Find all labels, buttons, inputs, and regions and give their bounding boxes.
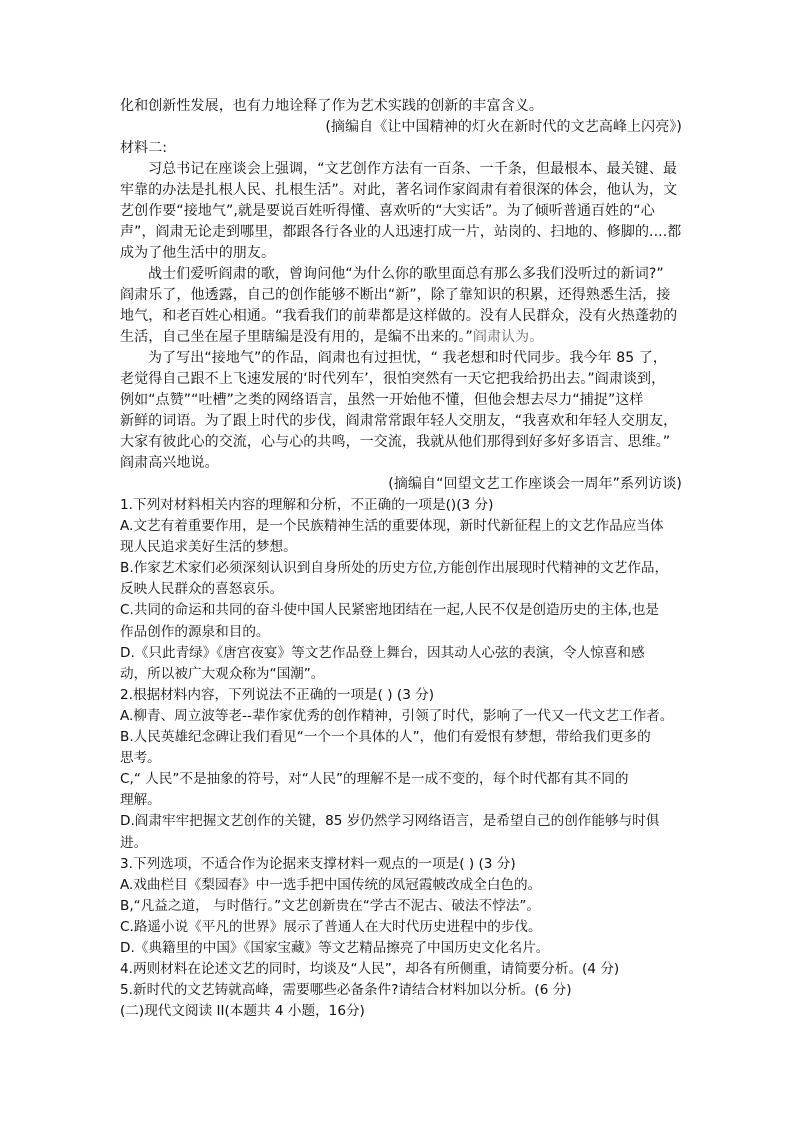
text-line: 新鲜的词语。为了跟上时代的步伐，阎肃常常跟年轻人交朋友，“我喜欢和年轻人交朋友， — [120, 413, 678, 429]
option-line: B,“凡益之道， 与时偕行。”文艺创新贵在“学古不泥古、破法不悖法”。 — [120, 897, 540, 914]
text-segment-gray: 阎肃认为。 — [472, 329, 544, 345]
text-line: 地气，和老百姓心相通。“我看我们的前辈都是这样做的。没有人民群众，没有火热蓬勃的 — [120, 308, 678, 324]
material2-paragraph-2 — [120, 264, 684, 348]
text-line: 阎肃高兴地说。 — [120, 455, 219, 471]
text-line: 战士们爱听阎肃的歌，曾询问他“为什么你的歌里面总有那么多我们没听过的新词?” — [148, 266, 664, 282]
text-line: 老觉得自己跟不上飞速发展的‘时代列车’，很怕突然有一天它把我给扔出去。”阎肃谈到， — [120, 371, 666, 387]
text-line: 化和创新性发展，也有力地诠释了作为艺术实践的创新的丰富含义。 — [120, 98, 543, 114]
text-line: 阎肃乐了，他透露，自己的创作能够不断出“新”，除了靠知识的积累，还得熟悉生活，接 — [120, 287, 671, 303]
option-line: B.人民英雄纪念碑让我们看见“一个一个具体的人”，他们有爱恨有梦想，带给我们更多的 — [120, 729, 651, 746]
text-line: 为了写出“接地气”的作品，阎肃也有过担忧，“ 我老想和时代同步。我今年 85 了， — [148, 350, 668, 366]
option-line: D.《只此青绿》《唐宫夜宴》等文艺作品登上舞台，因其动人心弦的表演，令人惊喜和感 — [120, 644, 645, 661]
text-line: 艺创作要“接地气”,就是要说百姓听得懂、喜欢听的“大实话”。为了倾听普通百姓的“心 — [120, 203, 655, 219]
option-line: A.文艺有着重要作用，是一个民族精神生活的重要体现，新时代新征程上的文艺作品应当体 — [120, 518, 664, 535]
text-line: 牢靠的办法是扎根人民、扎根生活”。对此，著名词作家阎肃有着很深的体会，他认为，文 — [120, 182, 678, 198]
option-line: 思考。 — [120, 750, 161, 767]
text-line: 成为了他生活中的朋友。 — [120, 245, 276, 261]
option-line: D.阎肃牢牢把握文艺创作的关键，85 岁仍然学习网络语言，是希望自己的创作能够与时俱 — [120, 813, 660, 830]
source-citation-2: (摘编自“回望文艺工作座谈会一周年”系列访谈) — [388, 476, 682, 492]
text-line: 例如“点赞”“吐槽”之类的网络语言，虽然一开始他不懂，但他会想去尽力“捕捉”这样 — [120, 392, 644, 408]
option-line: A.戏曲栏目《梨园春》中一选手把中国传统的凤冠霞帔改成全白色的。 — [120, 876, 542, 893]
material2-heading: 材料二: — [120, 140, 168, 156]
text-line: 习总书记在座谈会上强调，“文艺创作方法有一百条、一千条，但最根本、最关键、最 — [148, 161, 678, 177]
option-line: 作品创作的源泉和目的。 — [120, 623, 270, 640]
question-3: 3.下列选项，不适合作为论据来支撑材料一观点的一项是( ) (3 分) — [120, 855, 516, 872]
option-line: D.《典籍里的中国》《国家宝藏》等文艺精品擦亮了中国历史文化名片。 — [120, 939, 550, 956]
text-line: 声”，阎肃无论走到哪里，都跟各行各业的人迅速打成一片，站岗的、扫地的、修脚的....都 — [120, 224, 682, 240]
option-line: B.作家艺术家们必须深刻认识到自身所处的历史方位,方能创作出展现时代精神的文艺作品， — [120, 560, 669, 577]
questions-block — [120, 495, 684, 1022]
question-1: 1.下列对材料相关内容的理解和分析，不正确的一项是()(3 分) — [120, 497, 494, 513]
option-line: 现人民追求美好生活的梦想。 — [120, 539, 297, 556]
text-segment: 生活，自己坐在屋子里瞎编是没有用的，是编不出来的。” — [120, 329, 473, 345]
text-line — [120, 327, 684, 348]
question-5: 5.新时代的文艺铸就高峰，需要哪些必备条件?请结合材料加以分析。(6 分) — [120, 982, 572, 999]
option-line: 反映人民群众的喜怒哀乐。 — [120, 581, 284, 598]
source-citation-1: (摘编自《让中国精神的灯火在新时代的文艺高峰上闪亮》) — [325, 119, 682, 135]
text-line: 大家有彼此心的交流，心与心的共鸣，一交流，我就从他们那得到好多好多语言、思维。” — [120, 434, 671, 450]
option-line: A.柳青、周立波等老--辈作家优秀的创作精神，引领了时代，影响了一代又一代文艺工作者。 — [120, 707, 674, 724]
option-line: C.共同的命运和共同的奋斗使中国人民紧密地团结在一起,人民不仅是创造历史的主体,也是 — [120, 602, 660, 619]
question-4: 4.两则材料在论述文艺的同时，均谈及“人民”，却各有所侧重，请简要分析。(4 分) — [120, 961, 620, 978]
option-line: C.路遥小说《平凡的世界》展示了普通人在大时代历史进程中的步伐。 — [120, 918, 542, 935]
material2-paragraph-3 — [120, 348, 684, 474]
option-line: 理解。 — [120, 792, 161, 809]
material2-paragraph-1 — [120, 159, 684, 264]
option-line: C,“ 人民”不是抽象的符号，对“人民”的理解不是一成不变的，每个时代都有其不同的 — [120, 771, 629, 788]
section-heading: (二)现代文阅读 II(本题共 4 小题，16分) — [120, 1003, 365, 1020]
option-line: 动，所以被广大观众称为“国潮”。 — [120, 665, 325, 682]
question-2: 2.根据材料内容，下列说法不正确的一项是( ) (3 分) — [120, 686, 435, 703]
option-line: 进。 — [120, 834, 148, 851]
